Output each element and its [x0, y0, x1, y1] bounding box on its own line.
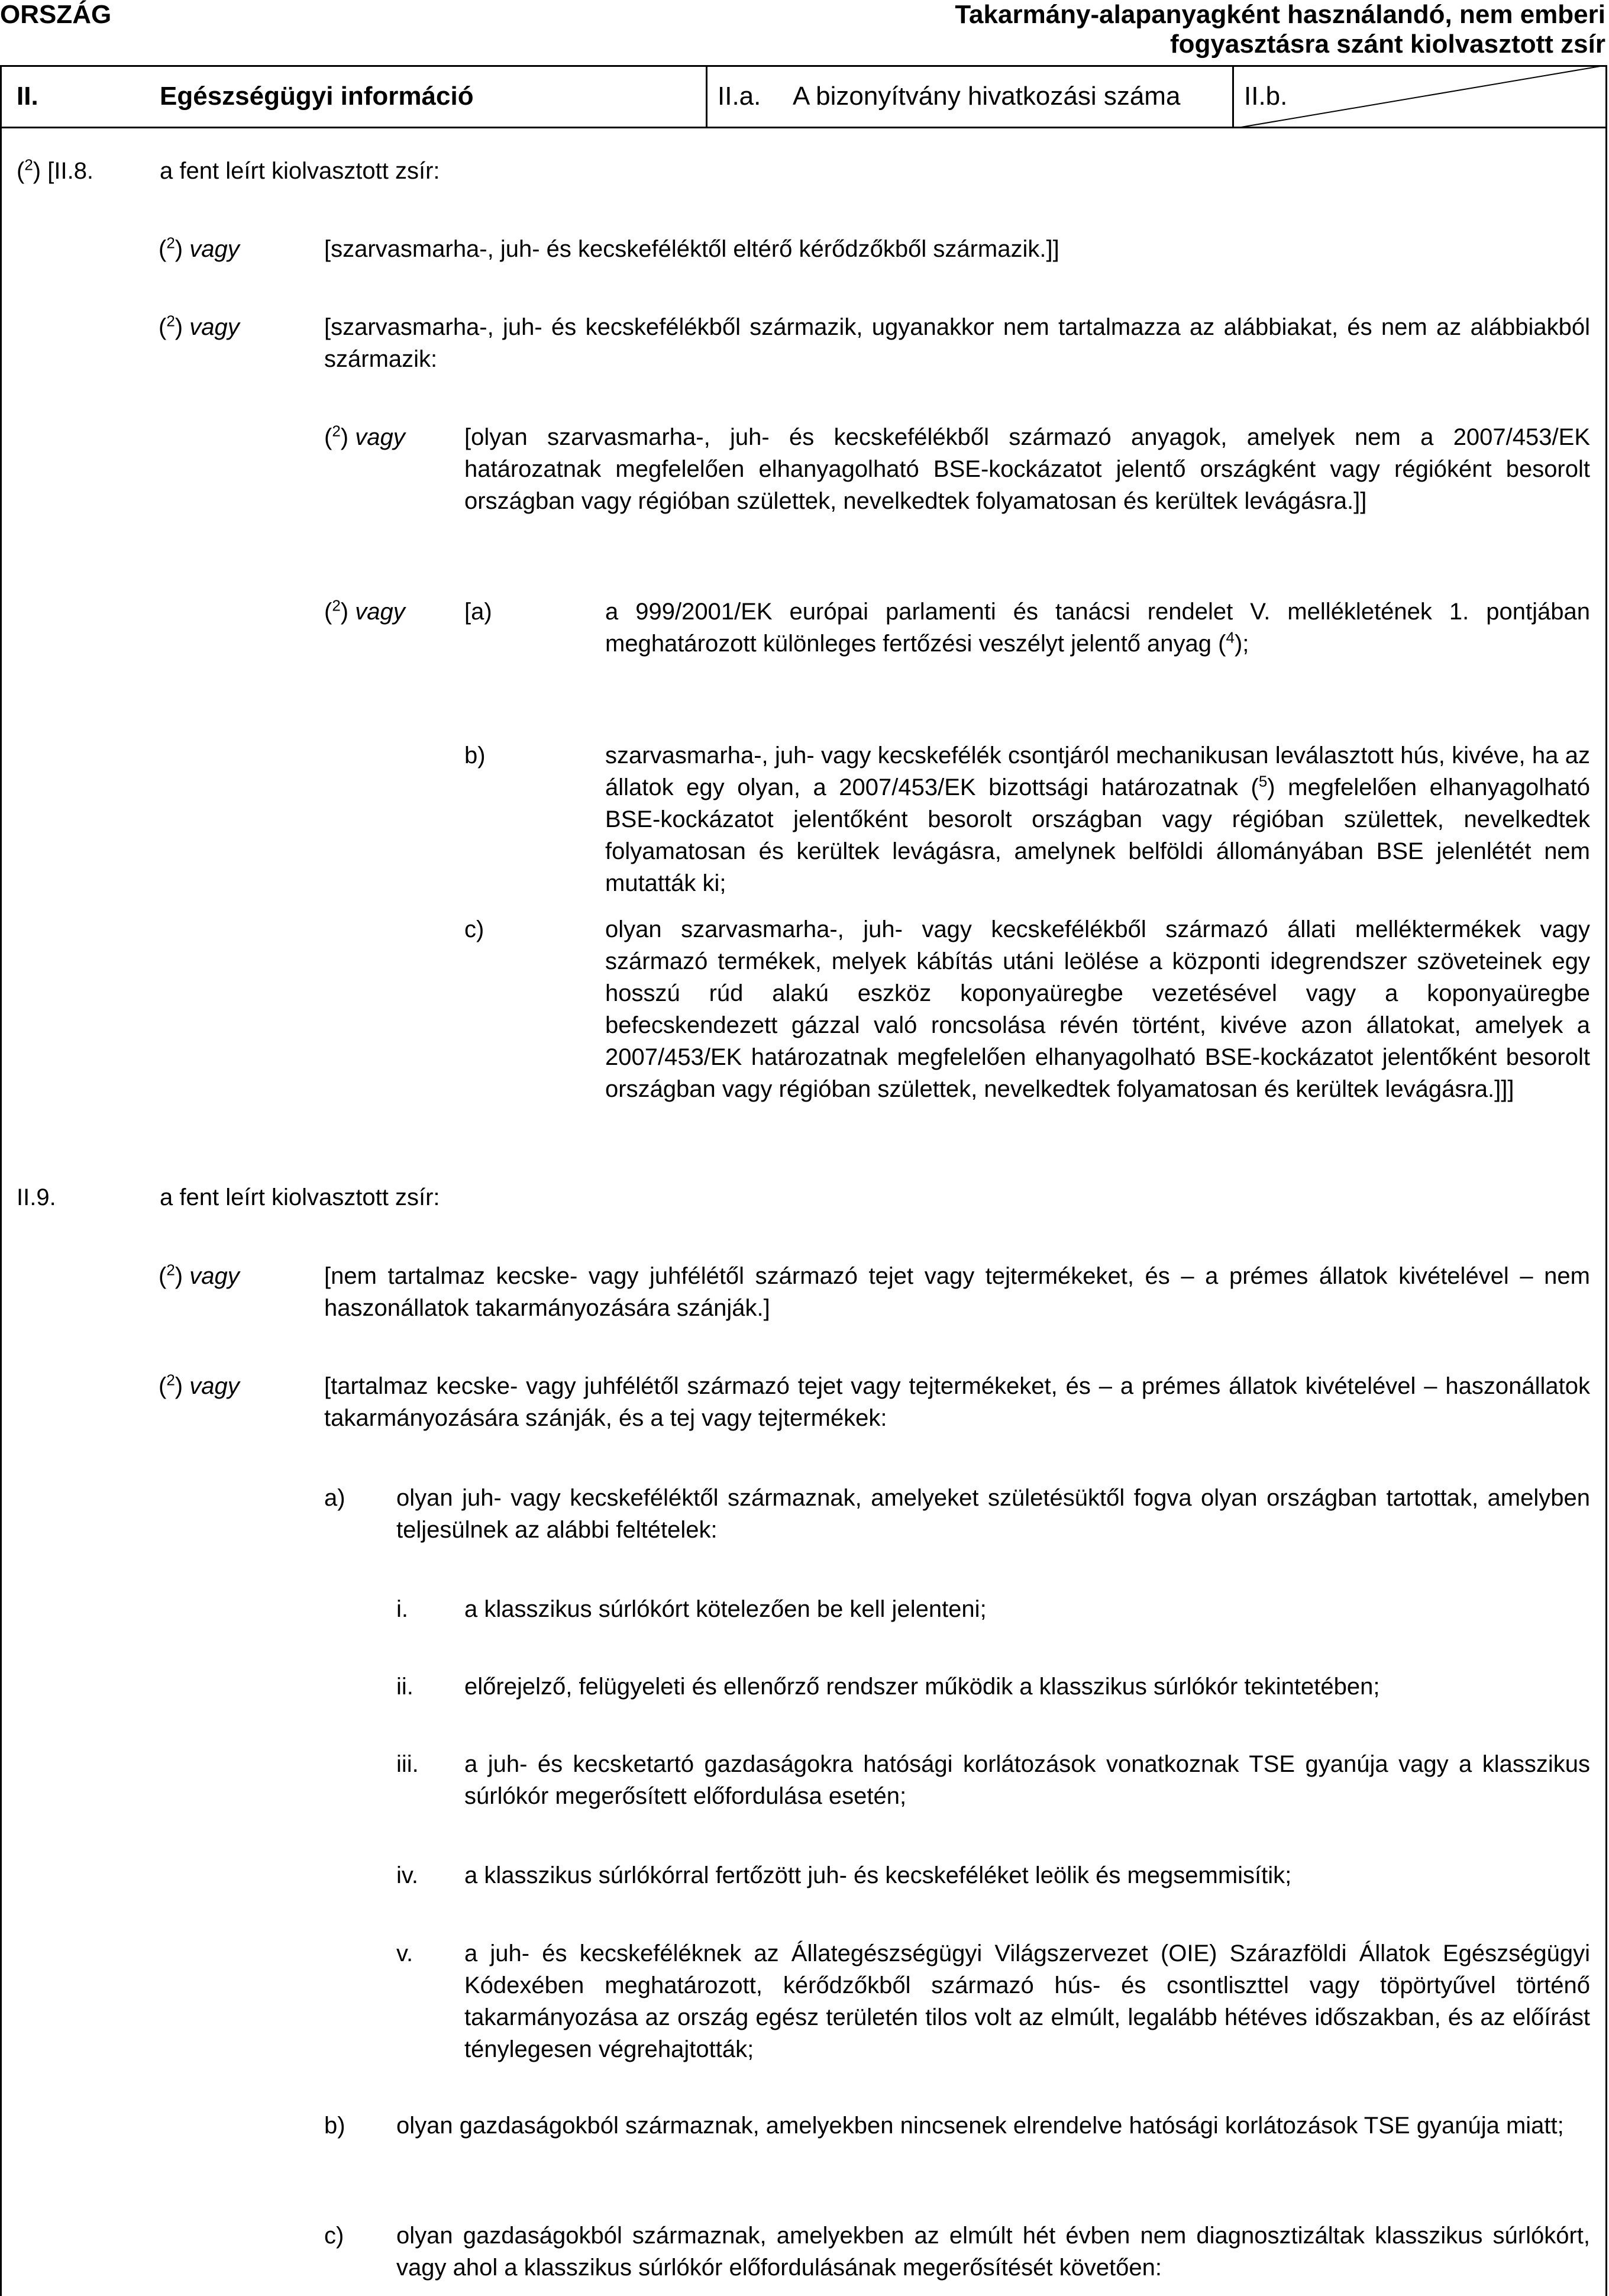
ii9-item-b-text: olyan gazdaságokból származnak, amelyekben nincsenek elrendelve hatósági korlátozások TSE gyanúja miatt; [396, 2113, 1564, 2139]
ii9-option-2-marker: ($^2$) vagy [159, 1371, 240, 1399]
ii9-roman-ii-text: előrejelző, felügyeleti és ellenőrző rendszer működik a klasszikus súrlókór tekintetében; [464, 1674, 1380, 1700]
reference-b-label: II.b. [1244, 82, 1288, 111]
ii9-item-a-text: olyan juh- vagy kecskeféléktől származnak, amelyeket születésüktől fogva olyan országban tartottak, amelyben teljesülnek az alábbi feltételek: [396, 1485, 1590, 1543]
ii8-item-b-label: b) [464, 742, 486, 768]
header-diagonal-line [1234, 65, 1607, 128]
ii8-item-c-label: c) [464, 916, 484, 942]
ii9-roman-v-label: v. [396, 1940, 413, 1966]
ii9-option-1-text: [nem tartalmaz kecske- vagy juhfélétől származó tejet vagy tejtermékeket, és – a prémes állatok kivételével – nem haszonállatok takarmányozására szánják.] [324, 1263, 1590, 1321]
ii8-sub-option-2-marker: ($^2$) vagy [324, 596, 405, 625]
section-number: II. [17, 82, 38, 111]
ii8-option-1-marker: ($^2$) vagy [159, 234, 240, 262]
certificate-title-line1: Takarmány-alapanyagként használandó, nem emberi [955, 0, 1605, 29]
certificate-title [955, 0, 1605, 59]
ii8-sub-option-1-text: [olyan szarvasmarha-, juh- és kecskefélékből származó anyagok, amelyek nem a 2007/453/EK határozatnak megfelelően elhanyagolható BSE-kockázatot jelentő országként vagy régióként besorolt országban vagy régióban születtek, nevelkedtek folyamatosan és kerültek levágásra.]] [464, 424, 1590, 514]
ii9-item-a-label: a) [324, 1485, 345, 1511]
ii9-roman-iii-text: a juh- és kecsketartó gazdaságokra hatósági korlátozások vonatkoznak TSE gyanúja vagy a klasszikus súrlókór megerősített előfordulása esetén; [464, 1751, 1590, 1809]
ii9-roman-iii-label: iii. [396, 1751, 419, 1777]
ii8-prefix: ($^2$) [II.8. [17, 156, 94, 184]
ii8-item-a-text: a 999/2001/EK európai parlamenti és tanácsi rendelet V. mellékletének 1. pontjában meghatározott különleges fertőzési veszélyt jelentő anyag ($^4$); [605, 599, 1590, 657]
ii8-sub-option-1-marker: ($^2$) vagy [324, 422, 405, 450]
country-label: ORSZÁG [0, 0, 112, 29]
ii8-item-a-label: [a) [464, 599, 492, 625]
ii9-roman-i-label: i. [396, 1596, 408, 1622]
ii9-roman-iv-text: a klasszikus súrlókórral fertőzött juh- és kecskeféléket leölik és megsemmisítik; [464, 1862, 1292, 1888]
reference-text: A bizonyítvány hivatkozási száma [793, 82, 1181, 111]
reference-label: II.a. [718, 82, 761, 111]
section-title: Egészségügyi információ [160, 82, 474, 111]
ii9-lead: a fent leírt kiolvasztott zsír: [160, 1184, 440, 1210]
ii9-option-1-marker: ($^2$) vagy [159, 1261, 240, 1289]
ii8-lead: a fent leírt kiolvasztott zsír: [160, 158, 440, 184]
ii9-item-c-label: c) [324, 2223, 344, 2249]
ii8-option-2-text: [szarvasmarha-, juh- és kecskefélékből származik, ugyanakkor nem tartalmazza az alábbiakat, és nem az alábbiakból származik: [324, 314, 1590, 372]
ii8-option-1-text: [szarvasmarha-, juh- és kecskeféléktől eltérő kérődzőkből származik.]] [324, 236, 1059, 262]
ii9-roman-ii-label: ii. [396, 1674, 413, 1700]
ii9-roman-i-text: a klasszikus súrlókórt kötelezően be kell jelenteni; [464, 1596, 987, 1622]
ii9-roman-v-text: a juh- és kecskeféléknek az Állategészségügyi Világszervezet (OIE) Szárazföldi Állatok Egészségügyi Kódexében meghatározott, kérődzőkből származó hús- és csontliszttel vagy töpörtyűvel történő takarmányozása az ország egész területén tilos volt az elmúlt, legalább hétéves időszakban, és az előírást ténylegesen végrehajtották; [464, 1940, 1590, 2062]
ii9-item-b-label: b) [324, 2113, 345, 2139]
ii8-option-2-marker: ($^2$) vagy [159, 312, 240, 340]
certificate-title-line2: fogyasztásra szánt kiolvasztott zsír [1169, 30, 1605, 59]
header-divider-1 [706, 65, 707, 128]
ii9-option-2-text: [tartalmaz kecske- vagy juhfélétől származó tejet vagy tejtermékeket, és – a prémes állatok kivételével – haszonállatok takarmányozására szánják, és a tej vagy tejtermékek: [324, 1373, 1590, 1431]
ii8-item-b-text: szarvasmarha-, juh- vagy kecskefélék csontjáról mechanikusan leválasztott hús, kivéve, ha az állatok egy olyan, a 2007/453/EK bizottsági határozatnak ($^5$) megfelelően elhanyagolható BSE-kockázatot jelentőként besorolt országban vagy régióban születtek, nevelkedtek folyamatosan és kerültek levágásra, amelynek belföldi állományában BSE jelenlétét nem mutatták ki; [605, 742, 1590, 896]
ii9-roman-iv-label: iv. [396, 1862, 419, 1888]
ii8-item-c-text: olyan szarvasmarha-, juh- vagy kecskefélékből származó állati melléktermékek vagy származó termékek, melyek kábítás utáni leölése a központi idegrendszer szöveteinek egy hosszú rúd alakú eszköz koponyaüregbe vezetésével vagy a koponyaüregbe befecskendezett gázzal való roncsolása révén történt, kivéve azon állatokat, amelyek a 2007/453/EK határozatnak megfelelően elhanyagolható BSE-kockázatot jelentőként besorolt országban vagy régióban születtek, nevelkedtek folyamatosan és kerültek levágásra.]]] [605, 916, 1590, 1102]
ii9-item-c-text: olyan gazdaságokból származnak, amelyekben az elmúlt hét évben nem diagnosztizáltak klasszikus súrlókórt, vagy ahol a klasszikus súrlókór előfordulásának megerősítését követően: [396, 2223, 1590, 2281]
ii9-number: II.9. [17, 1184, 56, 1210]
